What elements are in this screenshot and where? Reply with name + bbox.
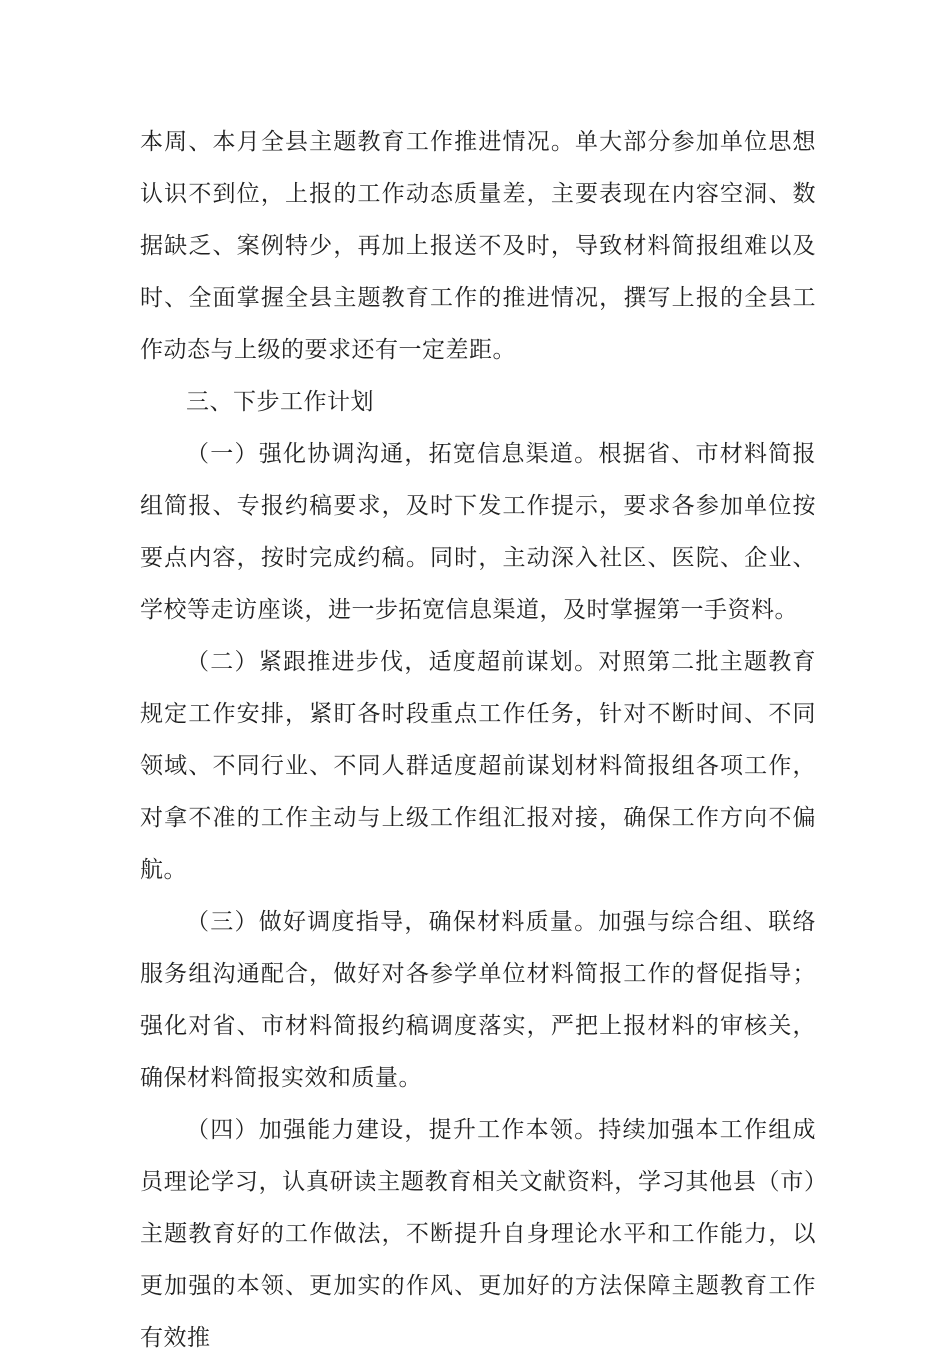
paragraph-item-3: （三）做好调度指导，确保材料质量。加强与综合组、联络服务组沟通配合，做好对各参学单位材料简报工作的督促指导；强化对省、市材料简报约稿调度落实，严把上报材料的审核关，确保材料简报实效和质量。 — [140, 909, 816, 1090]
paragraph-item-4: （四）加强能力建设，提升工作本领。持续加强本工作组成员理论学习，认真研读主题教育相关文献资料，学习其他县（市）主题教育好的工作做法，不断提升自身理论水平和工作能力，以更加强的本领、更加实的作风、更加好的方法保障主题教育工作有效推 — [140, 1117, 816, 1350]
section-heading-next-steps: 三、下步工作计划 — [186, 389, 374, 414]
paragraph-continued: 本周、本月全县主题教育工作推进情况。单大部分参加单位思想认识不到位，上报的工作动态质量差，主要表现在内容空洞、数据缺乏、案例特少，再加上报送不及时，导致材料简报组难以及时、全面掌握全县主题教育工作的推进情况，撰写上报的全县工作动态与上级的要求还有一定差距。 — [140, 129, 816, 362]
paragraph-item-1: （一）强化协调沟通，拓宽信息渠道。根据省、市材料简报组简报、专报约稿要求，及时下发工作提示，要求各参加单位按要点内容，按时完成约稿。同时，主动深入社区、医院、企业、学校等走访座谈，进一步拓宽信息渠道，及时掌握第一手资料。 — [140, 441, 816, 622]
paragraph-item-2: （二）紧跟推进步伐，适度超前谋划。对照第二批主题教育规定工作安排，紧盯各时段重点工作任务，针对不断时间、不同领域、不同行业、不同人群适度超前谋划材料简报组各项工作，对拿不准的工作主动与上级工作组汇报对接，确保工作方向不偏航。 — [140, 649, 816, 882]
document-body — [140, 116, 816, 1364]
